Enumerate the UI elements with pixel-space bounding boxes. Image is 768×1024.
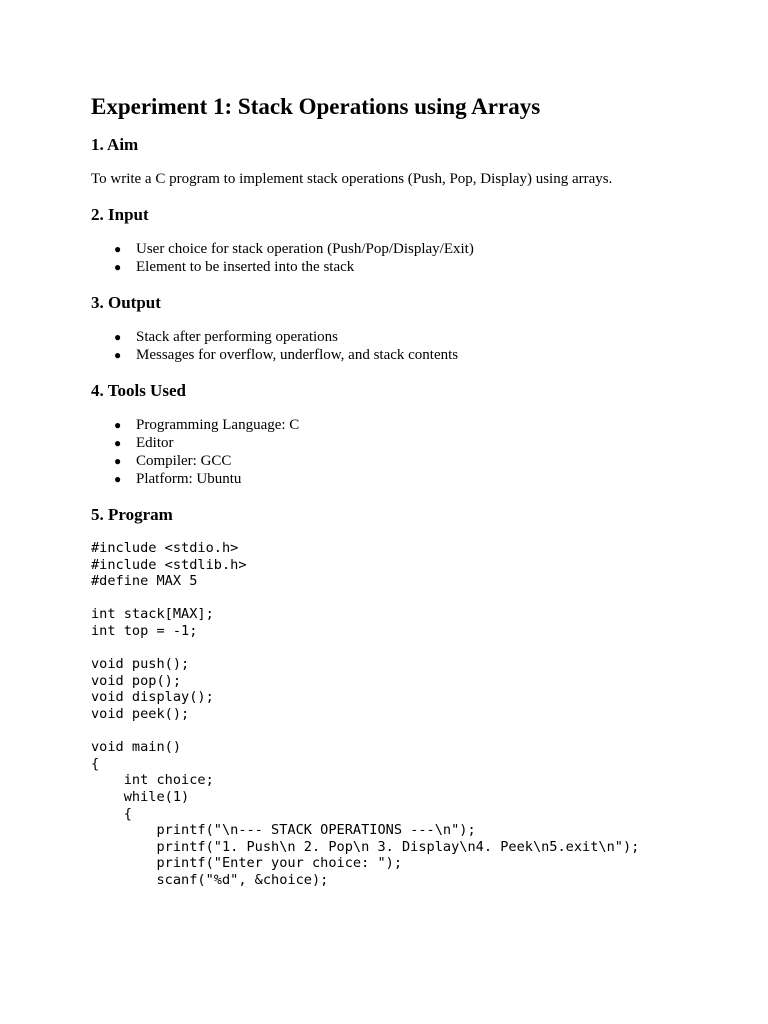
list-item bbox=[114, 346, 751, 364]
output-list bbox=[91, 328, 751, 364]
list-item-text: Platform: Ubuntu bbox=[136, 471, 242, 487]
tools-heading: 4. Tools Used bbox=[91, 381, 186, 400]
bullet-icon: ● bbox=[114, 242, 122, 256]
list-item-text: Stack after performing operations bbox=[136, 329, 339, 345]
list-item bbox=[114, 452, 751, 470]
bullet-icon: ● bbox=[114, 260, 122, 274]
list-item bbox=[114, 470, 751, 488]
list-item-text: Programming Language: C bbox=[136, 417, 300, 433]
output-heading: 3. Output bbox=[91, 293, 161, 312]
list-item-text: Compiler: GCC bbox=[136, 453, 232, 469]
list-item-text: User choice for stack operation (Push/Pop/Display/Exit) bbox=[136, 241, 474, 257]
bullet-icon: ● bbox=[114, 454, 122, 468]
aim-heading: 1. Aim bbox=[91, 135, 139, 154]
list-item bbox=[114, 416, 751, 434]
bullet-icon: ● bbox=[114, 418, 122, 432]
input-heading: 2. Input bbox=[91, 205, 149, 224]
document-page bbox=[91, 93, 751, 888]
bullet-icon: ● bbox=[114, 330, 122, 344]
tools-list bbox=[91, 416, 751, 488]
list-item-text: Messages for overflow, underflow, and stack contents bbox=[136, 347, 459, 363]
list-item bbox=[114, 240, 751, 258]
bullet-icon: ● bbox=[114, 348, 122, 362]
list-item bbox=[114, 258, 751, 276]
bullet-icon: ● bbox=[114, 436, 122, 450]
list-item bbox=[114, 328, 751, 346]
program-heading: 5. Program bbox=[91, 505, 173, 524]
list-item-text: Editor bbox=[136, 435, 174, 451]
document-title: Experiment 1: Stack Operations using Arrays bbox=[91, 94, 541, 119]
aim-text: To write a C program to implement stack operations (Push, Pop, Display) using arrays. bbox=[91, 171, 613, 187]
input-list bbox=[91, 240, 751, 276]
list-item-text: Element to be inserted into the stack bbox=[136, 259, 355, 275]
list-item bbox=[114, 434, 751, 452]
program-code: #include <stdio.h> #include <stdlib.h> #define MAX 5 int stack[MAX]; int top = -1; void push(); void pop(); void display(); void peek(); void main() { int choice; while(1) { printf("\n--- STACK OPERATIONS ---\n"); printf("1. Push\n 2. Pop\n 3. Display\n4. Peek\n5.exit\n"); printf("Enter your choice: "); scanf("%d", &choice); bbox=[91, 540, 640, 888]
bullet-icon: ● bbox=[114, 472, 122, 486]
